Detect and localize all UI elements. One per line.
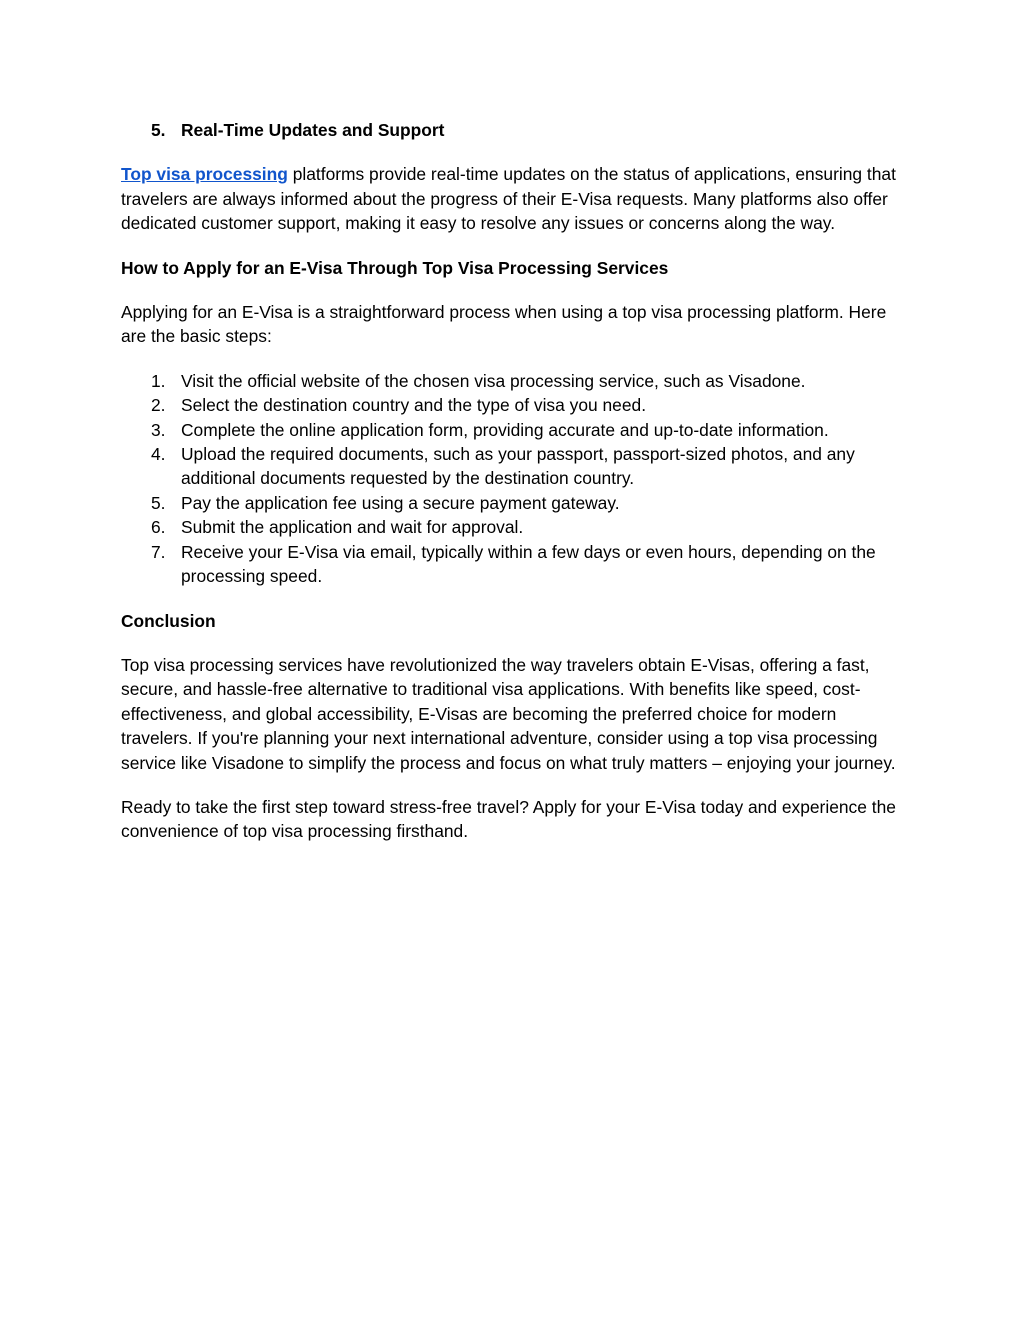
step-number: 3. bbox=[151, 419, 166, 440]
realtime-updates-text: platforms provide real-time updates on the status of applications, ensuring that travelers are always informed about the progress of their E-Visa requests. Many platforms also offer dedicated customer support, making it easy to resolve any issues or concerns along the way. bbox=[121, 164, 896, 234]
section-heading-realtime-updates bbox=[121, 118, 904, 142]
list-item bbox=[121, 491, 904, 515]
list-item bbox=[121, 515, 904, 539]
step-number: 2. bbox=[151, 395, 166, 416]
step-number: 4. bbox=[151, 444, 166, 465]
step-number: 5. bbox=[151, 492, 166, 513]
step-text: Receive your E-Visa via email, typically within a few days or even hours, depending on the processing speed. bbox=[181, 541, 876, 587]
call-to-action-paragraph: Ready to take the first step toward stress-free travel? Apply for your E-Visa today and experience the convenience of top visa processing firsthand. bbox=[121, 796, 896, 842]
list-item bbox=[121, 393, 904, 417]
list-item bbox=[121, 442, 904, 491]
section-number: 5. bbox=[151, 120, 166, 140]
step-number: 7. bbox=[151, 541, 166, 562]
step-text: Pay the application fee using a secure payment gateway. bbox=[181, 492, 620, 513]
step-text: Visit the official website of the chosen visa processing service, such as Visadone. bbox=[181, 370, 806, 391]
list-item bbox=[121, 369, 904, 393]
list-item bbox=[121, 418, 904, 442]
step-number: 1. bbox=[151, 370, 166, 391]
step-number: 6. bbox=[151, 517, 166, 538]
top-visa-processing-link[interactable]: Top visa processing bbox=[121, 164, 288, 185]
realtime-updates-paragraph bbox=[121, 162, 904, 235]
how-to-apply-intro: Applying for an E-Visa is a straightforward process when using a top visa processing platform. Here are the basic steps: bbox=[121, 302, 887, 347]
conclusion-paragraph: Top visa processing services have revolutionized the way travelers obtain E-Visas, offering a fast, secure, and hassle-free alternative to traditional visa applications. With benefits like speed, cost-effectiveness, and global accessibility, E-Visas are becoming the preferred choice for modern travelers. If you're planning your next international adventure, consider using a top visa processing service like Visadone to simplify the process and focus on what truly matters – enjoying your journey. bbox=[121, 654, 896, 773]
conclusion-heading: Conclusion bbox=[121, 610, 216, 631]
list-item bbox=[121, 540, 904, 589]
application-steps-list bbox=[121, 369, 904, 589]
step-text: Select the destination country and the type of visa you need. bbox=[181, 395, 647, 416]
section-title: Real-Time Updates and Support bbox=[181, 120, 445, 140]
step-text: Complete the online application form, providing accurate and up-to-date information. bbox=[181, 419, 829, 440]
step-text: Upload the required documents, such as your passport, passport-sized photos, and any additional documents requested by the destination country. bbox=[181, 444, 855, 489]
how-to-apply-heading: How to Apply for an E-Visa Through Top Visa Processing Services bbox=[121, 257, 669, 278]
step-text: Submit the application and wait for approval. bbox=[181, 517, 524, 538]
